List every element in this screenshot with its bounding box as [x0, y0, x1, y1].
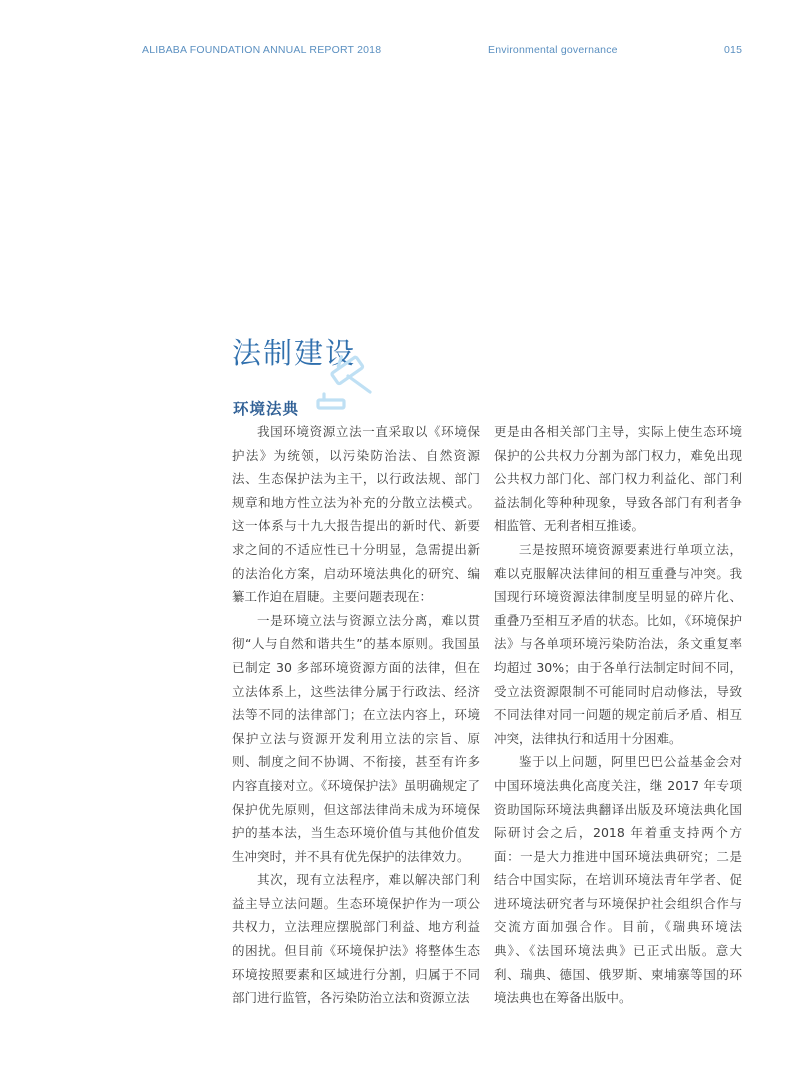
- paragraph: 其次，现有立法程序，难以解决部门利益主导立法问题。生态环境保护作为一项公共权力，立法理应摆脱部门利益、地方利益的困扰。但目前《环境保护法》将整体生态环境按照要素和区域进行分割，归属于不同部门进行监管，各污染防治立法和资源立法: [232, 872, 480, 1006]
- paragraph: 我国环境资源立法一直采取以《环境保护法》为统领，以污染防治法、自然资源法、生态保护法为主干，以行政法规、部门规章和地方性立法为补充的分散立法模式。这一体系与十九大报告提出的新时代、新要求之间的不适应性已十分明显，急需提出新的法治化方案，启动环境法典化的研究、编纂工作迫在眉睫。主要问题表现在：: [232, 424, 480, 605]
- page-number: 015: [724, 44, 743, 56]
- paragraph: 三是按照环境资源要素进行单项立法，难以克服解决法律间的相互重叠与冲突。我国现行环境资源法律制度呈明显的碎片化、重叠乃至相互矛盾的状态。比如，《环境保护法》与各单项环境污染防治法，条文重复率均超过 30%；由于各单行法制定时间不同，受立法资源限制不可能同时启动修法，导致不同法律对同一问题的规定前后矛盾、相互冲突，法律执行和适用十分困难。: [494, 541, 742, 746]
- section-title: 法制建设: [232, 336, 357, 371]
- body-column-left: [232, 420, 480, 1010]
- gavel-icon: [312, 352, 382, 416]
- report-title: ALIBABA FOUNDATION ANNUAL REPORT 2018: [142, 44, 382, 56]
- paragraph: 更是由各相关部门主导，实际上使生态环境保护的公共权力分割为部门权力，难免出现公共权力部门化、部门权力利益化、部门利益法制化等种种现象，导致各部门有利者争相监管、无利者相互推诿。: [494, 424, 742, 534]
- paragraph: 一是环境立法与资源立法分离，难以贯彻“人与自然和谐共生”的基本原则。我国虽已制定 30 多部环境资源方面的法律，但在立法体系上，这些法律分属于行政法、经济法等不同的法律部门；在立法内容上，环境保护立法与资源开发利用立法的宗旨、原则、制度之间不协调、不衔接，甚至有许多内容直接对立。《环境保护法》虽明确规定了保护优先原则，但这部法律尚未成为环境保护的基本法，当生态环境价值与其他价值发生冲突时，并不具有优先保护的法律效力。: [232, 612, 480, 864]
- body-column-right: [494, 420, 742, 1010]
- subsection-title: 环境法典: [233, 399, 300, 418]
- paragraph: 鉴于以上问题，阿里巴巴公益基金会对中国环境法典化高度关注，继 2017 年专项资助国际环境法典翻译出版及环境法典化国际研讨会之后，2018 年着重支持两个方面：一是大力推进中国环境法典研究；二是结合中国实际，在培训环境法青年学者、促进环境法研究者与环境保护社会组织合作与交流方面加强合作。目前，《瑞典环境法典》、《法国环境法典》已正式出版。意大利、瑞典、德国、俄罗斯、柬埔寨等国的环境法典也在筹备出版中。: [494, 754, 742, 1006]
- section-name: Environmental governance: [488, 44, 618, 56]
